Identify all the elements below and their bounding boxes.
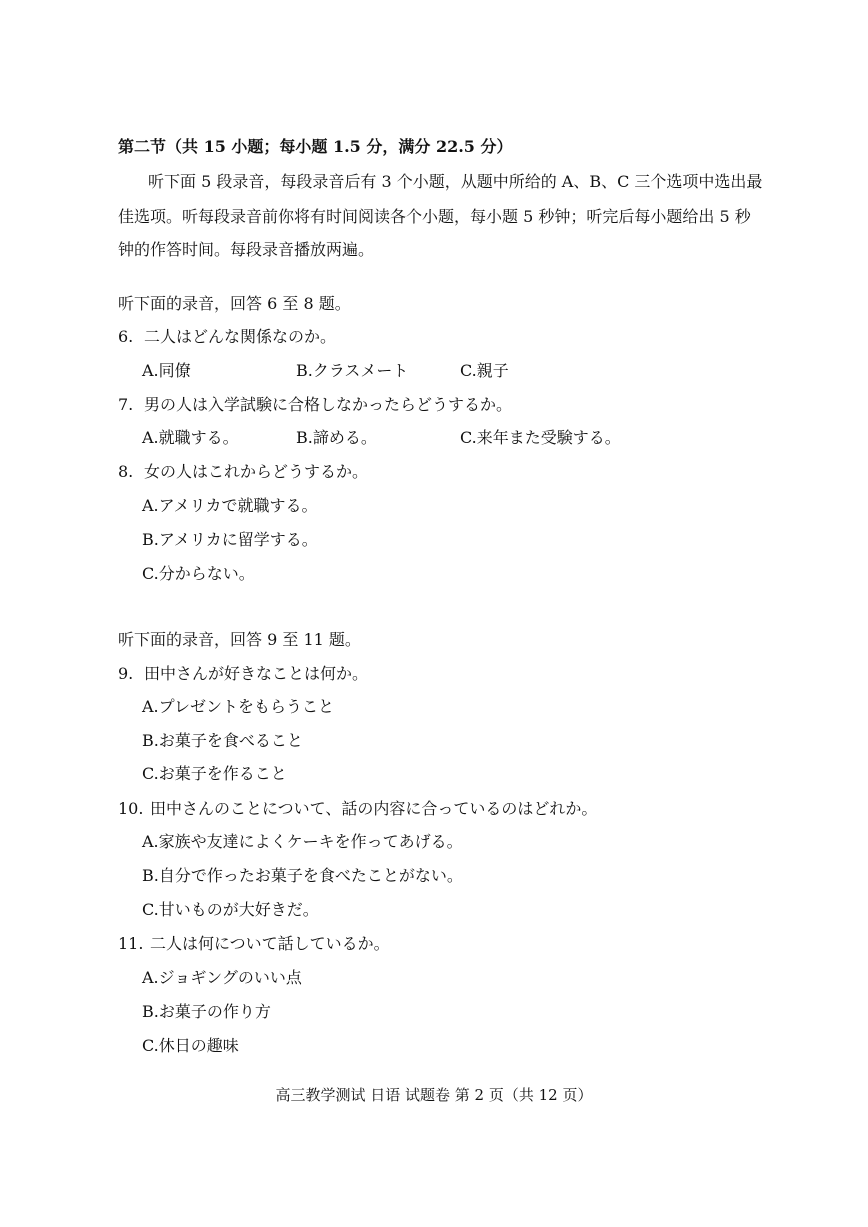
q10-option-c: C.甘いものが大好きだ。 xyxy=(142,900,319,919)
question-10 xyxy=(118,799,597,819)
question-text: 二人は何について話しているか。 xyxy=(150,934,390,953)
instruction-line-1: 听下面 5 段录音，每段录音后有 3 个小题，从题中所给的 A、B、C 三个选项中选出最 xyxy=(148,172,763,191)
question-number: 6. xyxy=(118,327,134,346)
question-7 xyxy=(118,395,512,415)
q9-option-c: C.お菓子を作ること xyxy=(142,764,287,783)
instruction-line-2: 佳选项。听每段录音前你将有时间阅读各个小题，每小题 5 秒钟；听完后每小题给出 5 秒 xyxy=(118,207,751,226)
q10-option-b: B.自分で作ったお菓子を食べたことがない。 xyxy=(142,866,463,885)
group2-intro: 听下面的录音，回答 9 至 11 题。 xyxy=(118,630,361,649)
page-footer: 高三教学测试 日语 试题卷 第 2 页（共 12 页） xyxy=(275,1086,593,1104)
question-text: 女の人はこれからどうするか。 xyxy=(144,462,369,481)
question-text: 二人はどんな関係なのか。 xyxy=(144,327,337,346)
q8-option-b: B.アメリカに留学する。 xyxy=(142,530,318,549)
q6-option-c: C.親子 xyxy=(460,361,509,380)
question-text: 田中さんのことについて、話の内容に合っているのはどれか。 xyxy=(150,799,598,818)
q10-option-a: A.家族や友達によくケーキを作ってあげる。 xyxy=(142,832,463,851)
q11-option-b: B.お菓子の作り方 xyxy=(142,1002,271,1021)
q11-option-a: A.ジョギングのいい点 xyxy=(142,968,302,987)
question-text: 田中さんが好きなことは何か。 xyxy=(144,664,369,683)
question-number: 10. xyxy=(118,799,144,818)
q6-option-a: A.同僚 xyxy=(142,361,191,380)
question-number: 8. xyxy=(118,462,134,481)
q8-option-a: A.アメリカで就職する。 xyxy=(142,496,318,515)
question-text: 男の人は入学試験に合格しなかったらどうするか。 xyxy=(144,395,513,414)
q7-option-b: B.諦める。 xyxy=(296,428,377,447)
q9-option-b: B.お菓子を食べること xyxy=(142,731,303,750)
question-number: 11. xyxy=(118,934,144,953)
q7-option-a: A.就職する。 xyxy=(142,428,239,447)
section-heading: 第二节（共 15 小题；每小题 1.5 分，满分 22.5 分） xyxy=(118,137,513,156)
question-6 xyxy=(118,327,336,347)
q8-option-c: C.分からない。 xyxy=(142,564,255,583)
q6-option-b: B.クラスメート xyxy=(296,361,409,380)
question-8 xyxy=(118,462,368,482)
question-9 xyxy=(118,664,368,684)
q9-option-a: A.プレゼントをもらうこと xyxy=(142,697,335,716)
q7-option-c: C.来年また受験する。 xyxy=(460,428,621,447)
question-11 xyxy=(118,934,390,954)
question-number: 9. xyxy=(118,664,134,683)
instruction-line-3: 钟的作答时间。每段录音播放两遍。 xyxy=(118,240,375,259)
question-number: 7. xyxy=(118,395,134,414)
q11-option-c: C.休日の趣味 xyxy=(142,1036,239,1055)
group1-intro: 听下面的录音，回答 6 至 8 题。 xyxy=(118,294,351,313)
